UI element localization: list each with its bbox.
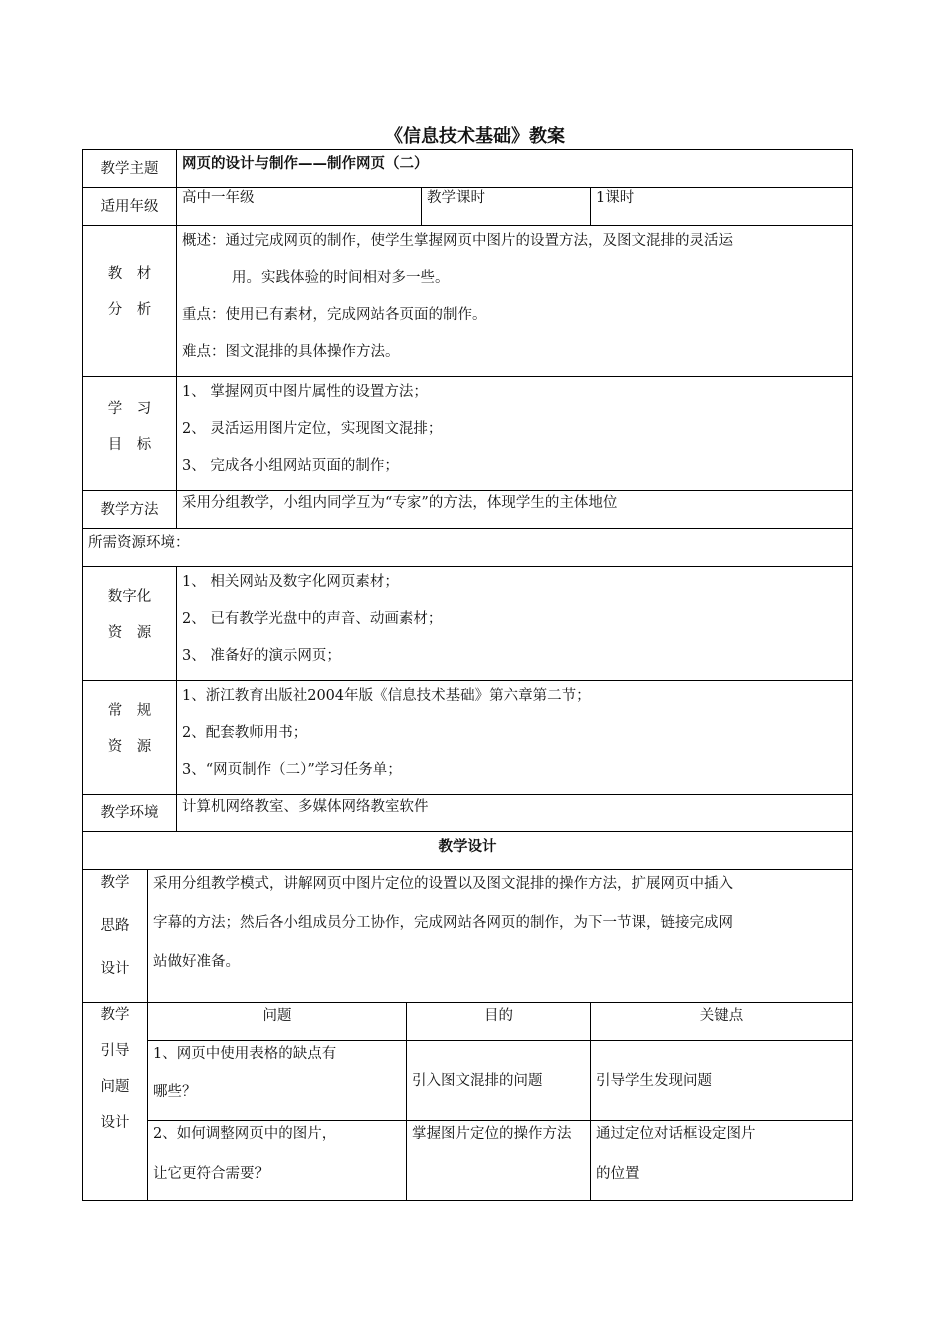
hours-label: 教学课时 xyxy=(422,188,591,226)
method-row xyxy=(83,491,853,529)
guide-question: 2、如何调整网页中的图片， 让它更符合需要？ xyxy=(148,1121,407,1201)
regular-resources-row xyxy=(83,681,853,795)
thinking-label: 教学 思路 设计 xyxy=(83,870,148,1003)
grade-label: 适用年级 xyxy=(83,188,177,226)
regular-resource-item: 2、配套教师用书； xyxy=(182,725,308,741)
guide-label: 教学 引导 问题 设计 xyxy=(83,1003,148,1201)
analysis-row xyxy=(83,226,853,377)
digital-resources-label: 数字化 资 源 xyxy=(83,567,177,681)
digital-resources-list xyxy=(177,567,853,681)
hours-value: 1课时 xyxy=(591,188,853,226)
environment-row xyxy=(83,795,853,832)
design-heading-row xyxy=(83,832,853,870)
overview-line-2: 用。实践体验的时间相对多一些。 xyxy=(232,270,450,286)
environment-label: 教学环境 xyxy=(83,795,177,832)
guide-header-purpose: 目的 xyxy=(407,1003,591,1041)
analysis-content xyxy=(177,226,853,377)
objective-item: 3、 完成各小组网站页面的制作； xyxy=(182,458,399,474)
grade-value: 高中一年级 xyxy=(177,188,422,226)
objectives-label: 学 习 目 标 xyxy=(83,377,177,491)
guide-header-question: 问题 xyxy=(148,1003,407,1041)
digital-resource-item: 3、 准备好的演示网页； xyxy=(182,648,341,664)
objectives-list xyxy=(177,377,853,491)
guide-row xyxy=(83,1041,853,1121)
design-heading: 教学设计 xyxy=(83,832,853,870)
overview-line-1: 概述：通过完成网页的制作，使学生掌握网页中图片的设置方法，及图文混排的灵活运 xyxy=(182,233,733,249)
regular-resource-item: 3、“网页制作（二）”学习任务单； xyxy=(182,762,402,778)
guide-row xyxy=(83,1121,853,1201)
regular-resources-list xyxy=(177,681,853,795)
resources-heading-row xyxy=(83,529,853,567)
guide-header-key: 关键点 xyxy=(591,1003,853,1041)
environment-value: 计算机网络教室、多媒体网络教室软件 xyxy=(177,795,853,832)
document-title: 《信息技术基础》教案 xyxy=(385,126,565,147)
guide-purpose: 引入图文混排的问题 xyxy=(407,1041,591,1121)
objective-item: 2、 灵活运用图片定位，实现图文混排； xyxy=(182,421,443,437)
guide-key: 引导学生发现问题 xyxy=(591,1041,853,1121)
regular-resources-label: 常 规 资 源 xyxy=(83,681,177,795)
guide-key: 通过定位对话框设定图片 的位置 xyxy=(591,1121,853,1201)
thinking-row xyxy=(83,870,853,1003)
analysis-label: 教 材 分 析 xyxy=(83,226,177,377)
method-value: 采用分组教学，小组内同学互为“专家”的方法，体现学生的主体地位 xyxy=(177,491,853,529)
key-point: 重点：使用已有素材，完成网站各页面的制作。 xyxy=(182,307,487,323)
difficult-point: 难点：图文混排的具体操作方法。 xyxy=(182,344,400,360)
guide-purpose: 掌握图片定位的操作方法 xyxy=(407,1121,591,1201)
objectives-row xyxy=(83,377,853,491)
topic-row xyxy=(83,150,853,188)
resources-heading: 所需资源环境： xyxy=(83,529,853,567)
grade-row xyxy=(83,188,853,226)
topic-value: 网页的设计与制作——制作网页（二） xyxy=(177,150,853,188)
thinking-content: 采用分组教学模式，讲解网页中图片定位的设置以及图文混排的操作方法，扩展网页中插入 字幕的方法；然后各小组成员分工协作，完成网站各网页的制作，为下一节课，链接完成网 站做好准备。 xyxy=(148,870,853,1003)
guide-question: 1、网页中使用表格的缺点有 哪些？ xyxy=(148,1041,407,1121)
lesson-plan-table xyxy=(82,149,853,1201)
topic-label: 教学主题 xyxy=(83,150,177,188)
regular-resource-item: 1、浙江教育出版社2004年版《信息技术基础》第六章第二节； xyxy=(182,688,591,704)
digital-resources-row xyxy=(83,567,853,681)
method-label: 教学方法 xyxy=(83,491,177,529)
objective-item: 1、 掌握网页中图片属性的设置方法； xyxy=(182,384,428,400)
guide-header-row xyxy=(83,1003,853,1041)
digital-resource-item: 2、 已有教学光盘中的声音、动画素材； xyxy=(182,611,443,627)
digital-resource-item: 1、 相关网站及数字化网页素材； xyxy=(182,574,399,590)
